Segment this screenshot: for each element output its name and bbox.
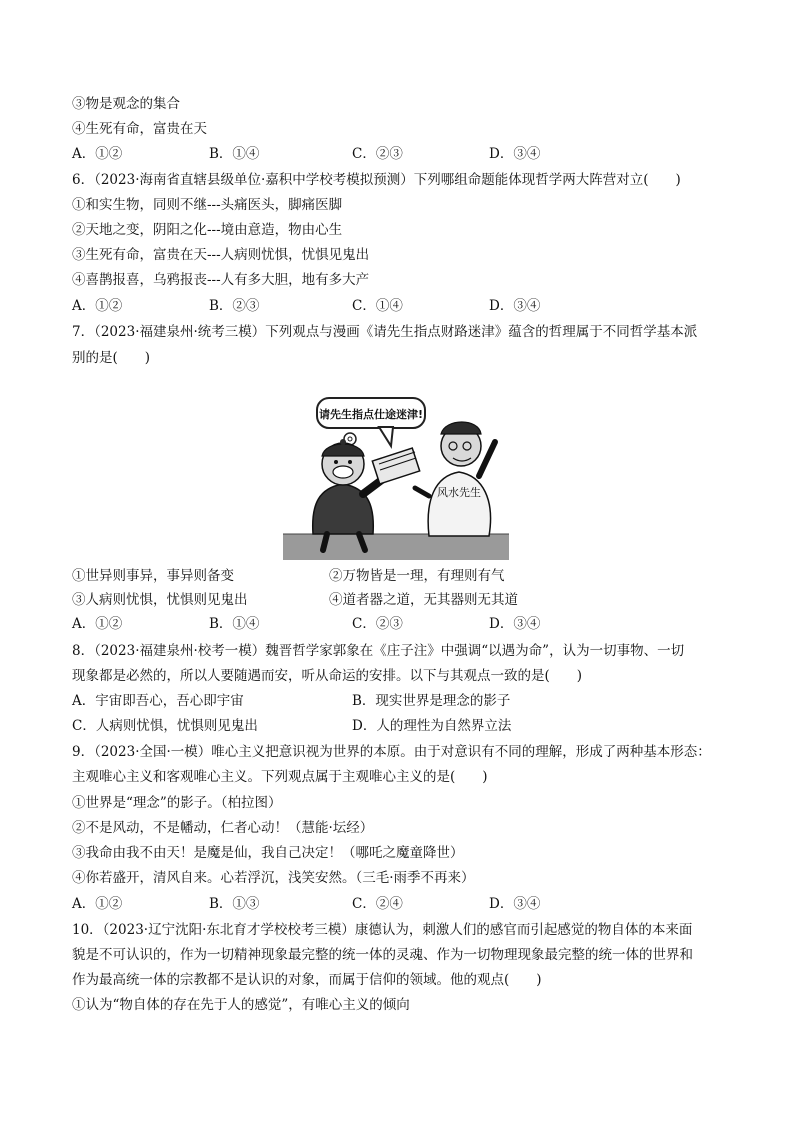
q6-options (72, 296, 732, 316)
q10-stem-line-2: 貌是不可认识的，作为一切精神现象最完整的统一体的灵魂、作为一切物理现象最完整的统一体的世界和 (72, 947, 693, 963)
q6-option-a[interactable]: A．①② (72, 298, 123, 314)
q7-option-a[interactable]: A．①② (72, 616, 123, 632)
q9-stem-line-2: 主观唯心主义和客观唯心主义。下列观点属于主观唯心主义的是( ) (72, 769, 488, 785)
q9-stem-line-1: 9．（2023·全国·一模）唯心主义把意识视为世界的本原。由于对意识有不同的理解，形成了两种基本形态： (72, 744, 711, 760)
q8-option-b[interactable]: B．现实世界是理念的影子 (352, 693, 511, 709)
cartoon-ground (283, 534, 509, 560)
q7-option-b[interactable]: B．①④ (209, 616, 260, 632)
q6-option-c[interactable]: C．①④ (352, 298, 403, 314)
q7-item-1: ①世异则事异，事异则备变 (72, 568, 234, 584)
q9-option-d[interactable]: D．③④ (489, 896, 541, 912)
q8-stem-line-1: 8．（2023·福建泉州·校考一模）魏晋哲学家郭象在《庄子注》中强调“以遇为命”，认为一切事物、一切 (72, 643, 685, 659)
q9-item-1: ①世界是“理念”的影子。（柏拉图） (72, 795, 282, 811)
q9-item-2: ②不是风动，不是幡动，仁者心动！（慧能·坛经） (72, 820, 374, 836)
q7-item-2: ②万物皆是一理，有理则有气 (329, 568, 505, 584)
q8-option-a[interactable]: A．宇宙即吾心，吾心即宇宙 (72, 693, 244, 709)
q5-options (72, 144, 732, 164)
q9-option-c[interactable]: C．②④ (352, 896, 403, 912)
q9-item-3: ③我命由我不由天！是魔是仙，我自己决定！（哪吒之魔童降世） (72, 845, 464, 861)
q8-stem-line-2: 现象都是必然的，所以人要随遇而安，听从命运的安排。以下与其观点一致的是( ) (72, 668, 583, 684)
money-stack (372, 448, 419, 484)
q6-item-2: ②天地之变，阴阳之化---境由意造，物由心生 (72, 222, 343, 238)
q7-item-3: ③人病则忧惧，忧惧则见鬼出 (72, 592, 248, 608)
q9-options (72, 894, 732, 914)
fortune-teller-figure (428, 472, 490, 536)
q10-stem-line-3: 作为最高统一体的宗教都不是认识的对象，而属于信仰的领域。他的观点( ) (72, 972, 542, 988)
q8-options-row-2 (72, 716, 732, 736)
q7-item-4: ④道者器之道，无其器则无其道 (329, 592, 518, 608)
q10-stem-line-1: 10．（2023·辽宁沈阳·东北育才学校校考三模）康德认为，刺激人们的感官而引起感觉的物自体的本来面 (72, 922, 693, 938)
q5-option-d[interactable]: D．③④ (489, 146, 541, 162)
q6-item-3: ③生死有命，富贵在天---人病则忧惧，忧惧见鬼出 (72, 247, 370, 263)
q7-option-d[interactable]: D．③④ (489, 616, 541, 632)
q10-item-1: ①认为“物自体的存在先于人的感觉”，有唯心主义的倾向 (72, 997, 410, 1013)
q8-options-row-1 (72, 691, 732, 711)
q9-option-b[interactable]: B．①③ (209, 896, 260, 912)
q6-item-1: ①和实生物，同则不继---头痛医头，脚痛医脚 (72, 197, 343, 213)
q5-item-3: ③物是观念的集合 (72, 96, 180, 112)
q9-item-4: ④你若盛开，清风自来。心若浮沉，浅笑安然。（三毛·雨季不再来） (72, 870, 475, 886)
q5-option-b[interactable]: B．①④ (209, 146, 260, 162)
q6-item-4: ④喜鹊报喜，乌鸦报丧---人有多大胆，地有多大产 (72, 272, 370, 288)
cartoon-illustration (283, 384, 509, 560)
q7-items-row-1 (72, 566, 732, 586)
q6-option-b[interactable]: B．②③ (209, 298, 260, 314)
q7-options (72, 614, 732, 634)
q8-option-d[interactable]: D．人的理性为自然界立法 (352, 718, 512, 734)
q7-stem-line-2: 别的是( ) (72, 350, 151, 366)
q5-option-a[interactable]: A．①② (72, 146, 123, 162)
speech-bubble-text: 请先生指点仕途迷津! (318, 408, 424, 421)
q7-option-c[interactable]: C．②③ (352, 616, 403, 632)
q8-option-c[interactable]: C．人病则忧惧，忧惧则见鬼出 (72, 718, 258, 734)
q7-stem-line-1: 7．（2023·福建泉州·统考三模）下列观点与漫画《请先生指点财路迷津》蕴含的哲理属于不同哲学基本派 (72, 324, 698, 340)
fortune-teller-label: 风水先生 (437, 486, 481, 499)
q6-stem: 6．（2023·海南省直辖县级单位·嘉积中学校考模拟预测）下列哪组命题能体现哲学两大阵营对立( ) (72, 172, 681, 188)
q9-option-a[interactable]: A．①② (72, 896, 123, 912)
q7-items-row-2 (72, 590, 732, 610)
q5-option-c[interactable]: C．②③ (352, 146, 403, 162)
q6-option-d[interactable]: D．③④ (489, 298, 541, 314)
q5-item-4: ④生死有命，富贵在天 (72, 121, 207, 137)
cartoon-image (283, 384, 509, 560)
